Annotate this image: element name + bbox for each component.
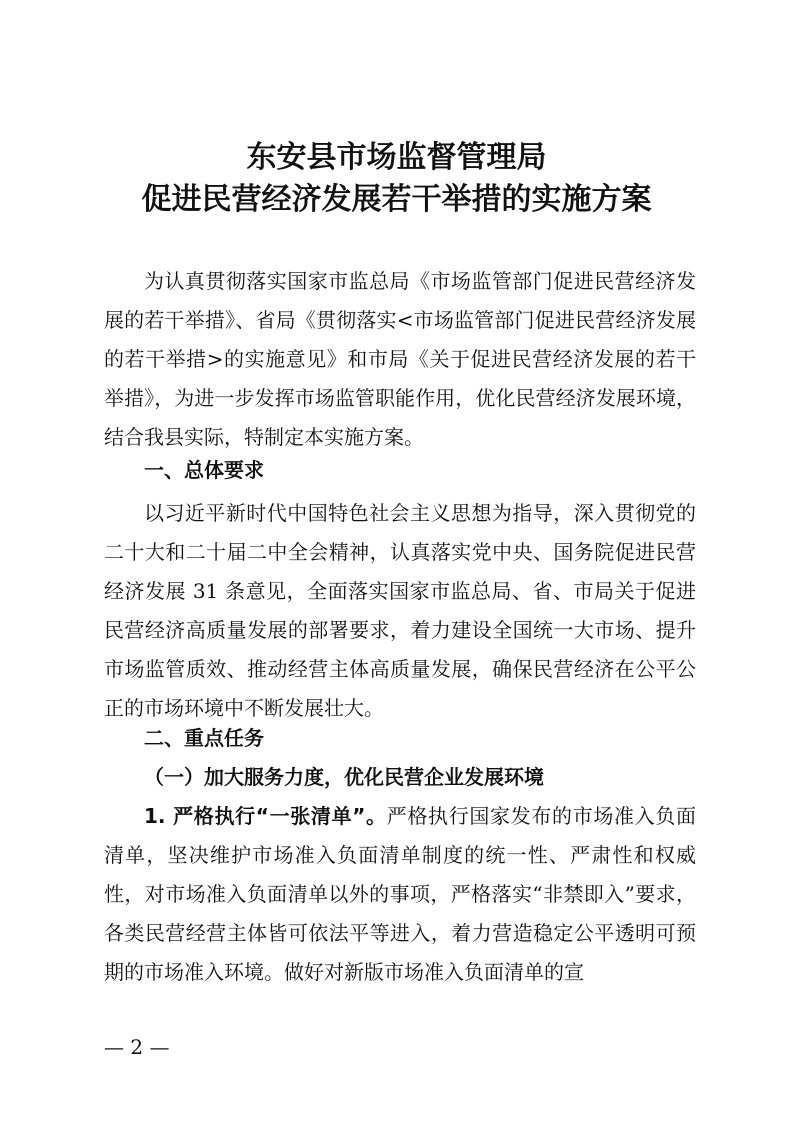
item1-lead: 1. 严格执行“一张清单”。	[144, 804, 387, 828]
section1-paragraph: 以习近平新时代中国特色社会主义思想为指导，深入贯彻党的二十大和二十届二中全会精神，认真落实党中央、国务院促进民营经济发展 31 条意见，全面落实国家市监总局、省、市局关于促进民营经济高质量发展的部署要求，着力建设全国统一大市场、提升市场监管质效、推动经营主体高质量发展，确保民营经济在公平公正的市场环境中不断发展壮大。	[104, 501, 696, 720]
document-title-line1: 东安县市场监督管理局	[246, 140, 547, 175]
item1-paragraph	[104, 797, 696, 992]
intro-paragraph: 为认真贯彻落实国家市监总局《市场监管部门促进民营经济发展的若干举措》、省局《贯彻落实<市场监管部门促进民营经济发展的若干举措>的实施意见》和市局《关于促进民营经济发展的若干举措》，为进一步发挥市场监管职能作用，优化民营经济发展环境，结合我县实际，特制定本实施方案。	[104, 269, 696, 449]
item1-body: 严格执行国家发布的市场准入负面清单，坚决维护市场准入负面清单制度的统一性、严肃性和权威性，对市场准入负面清单以外的事项，严格落实“非禁即入”要求，各类民营经营主体皆可依法平等进入，着力营造稳定公平透明可预期的市场准入环境。做好对新版市场准入负面清单的宣	[104, 804, 697, 984]
page-number: — 2 —	[104, 1035, 170, 1059]
section2-heading: 二、重点任务	[144, 726, 264, 750]
subsection1-heading: （一）加大服务力度，优化民营企业发展环境	[144, 765, 544, 789]
section1-heading: 一、总体要求	[144, 458, 264, 482]
document-title-line2: 促进民营经济发展若干举措的实施方案	[141, 182, 652, 217]
